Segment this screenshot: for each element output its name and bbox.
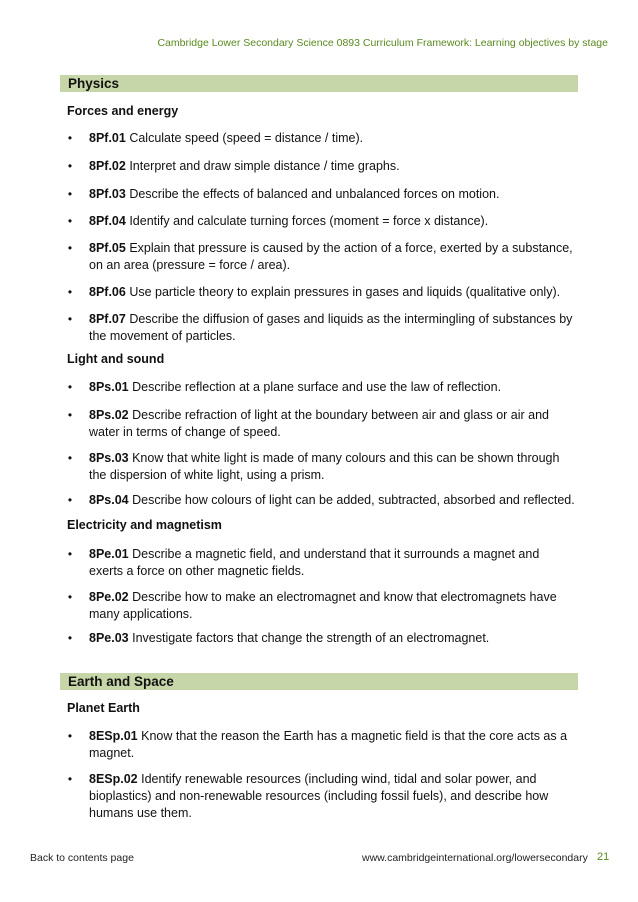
back-to-contents-link[interactable]: Back to contents page	[30, 852, 134, 864]
objective-text: Describe the effects of balanced and unbalanced forces on motion.	[125, 187, 500, 201]
bullet-icon: •	[67, 590, 73, 604]
objective-text: Describe refraction of light at the boundary between air and glass or air and water in terms of change of speed.	[89, 408, 550, 439]
objective-text: Know that the reason the Earth has a magnetic field is that the core acts as a magnet.	[89, 729, 568, 760]
objective-code: 8Ps.04	[89, 493, 129, 507]
objective-text: Interpret and draw simple distance / time graphs.	[125, 159, 400, 173]
running-header: Cambridge Lower Secondary Science 0893 Curriculum Framework: Learning objectives by stage	[157, 37, 608, 49]
bullet-icon: •	[67, 159, 73, 173]
bullet-icon: •	[67, 312, 73, 326]
objective-text: Describe how colours of light can be added, subtracted, absorbed and reflected.	[128, 493, 575, 507]
bullet-icon: •	[67, 729, 73, 743]
objective-code: 8Pf.06	[89, 285, 126, 299]
bullet-icon: •	[67, 187, 73, 201]
objective-code: 8Pf.05	[89, 241, 126, 255]
objective-code: 8Ps.01	[89, 380, 129, 394]
objective-code: 8ESp.01	[89, 729, 138, 743]
objective-code: 8Pf.01	[89, 131, 126, 145]
bullet-icon: •	[67, 547, 73, 561]
section-title-physics: Physics	[60, 75, 578, 92]
objective-text: Describe reflection at a plane surface and use the law of reflection.	[128, 380, 502, 394]
subheading-planet-earth: Planet Earth	[67, 701, 140, 715]
bullet-icon: •	[67, 631, 73, 645]
page-number: 21	[597, 851, 610, 863]
objective-text: Investigate factors that change the strength of an electromagnet.	[128, 631, 490, 645]
bullet-icon: •	[67, 285, 73, 299]
objective-text: Describe a magnetic field, and understand that it surrounds a magnet and exerts a force on other magnetic fields.	[89, 547, 540, 578]
objective-code: 8Ps.02	[89, 408, 129, 422]
objective-text: Identify renewable resources (including wind, tidal and solar power, and bioplastics) and non-renewable resources (including fossil fuels), and describe how humans use them.	[89, 772, 549, 820]
subheading-forces-and-energy: Forces and energy	[67, 104, 179, 118]
objective-text: Calculate speed (speed = distance / time).	[125, 131, 364, 145]
footer-website-url[interactable]: www.cambridgeinternational.org/lowersecondary	[362, 852, 588, 864]
objective-text: Describe the diffusion of gases and liquids as the intermingling of substances by the movement of particles.	[89, 312, 573, 343]
bullet-icon: •	[67, 380, 73, 394]
objective-text: Describe how to make an electromagnet and know that electromagnets have many applications.	[89, 590, 557, 621]
objective-text: Use particle theory to explain pressures in gases and liquids (qualitative only).	[125, 285, 561, 299]
objective-text: Know that white light is made of many colours and this can be shown through the dispersion of white light, using a prism.	[89, 451, 560, 482]
bullet-icon: •	[67, 772, 73, 786]
subheading-light-and-sound: Light and sound	[67, 352, 165, 366]
objective-code: 8Pf.03	[89, 187, 126, 201]
objective-text: Identify and calculate turning forces (moment = force x distance).	[125, 214, 489, 228]
objective-code: 8Pf.02	[89, 159, 126, 173]
bullet-icon: •	[67, 451, 73, 465]
objective-code: 8Ps.03	[89, 451, 129, 465]
bullet-icon: •	[67, 241, 73, 255]
bullet-icon: •	[67, 214, 73, 228]
bullet-icon: •	[67, 131, 73, 145]
objective-code: 8Pe.02	[89, 590, 129, 604]
bullet-icon: •	[67, 408, 73, 422]
objective-code: 8Pe.03	[89, 631, 129, 645]
objective-code: 8Pf.07	[89, 312, 126, 326]
objective-code: 8Pf.04	[89, 214, 126, 228]
subheading-electricity-and-magnetism: Electricity and magnetism	[67, 518, 222, 532]
objective-code: 8Pe.01	[89, 547, 129, 561]
objective-text: Explain that pressure is caused by the action of a force, exerted by a substance, on an area (pressure = force / area).	[89, 241, 573, 272]
objective-code: 8ESp.02	[89, 772, 138, 786]
section-title-earth-and-space: Earth and Space	[60, 673, 578, 690]
bullet-icon: •	[67, 493, 73, 507]
